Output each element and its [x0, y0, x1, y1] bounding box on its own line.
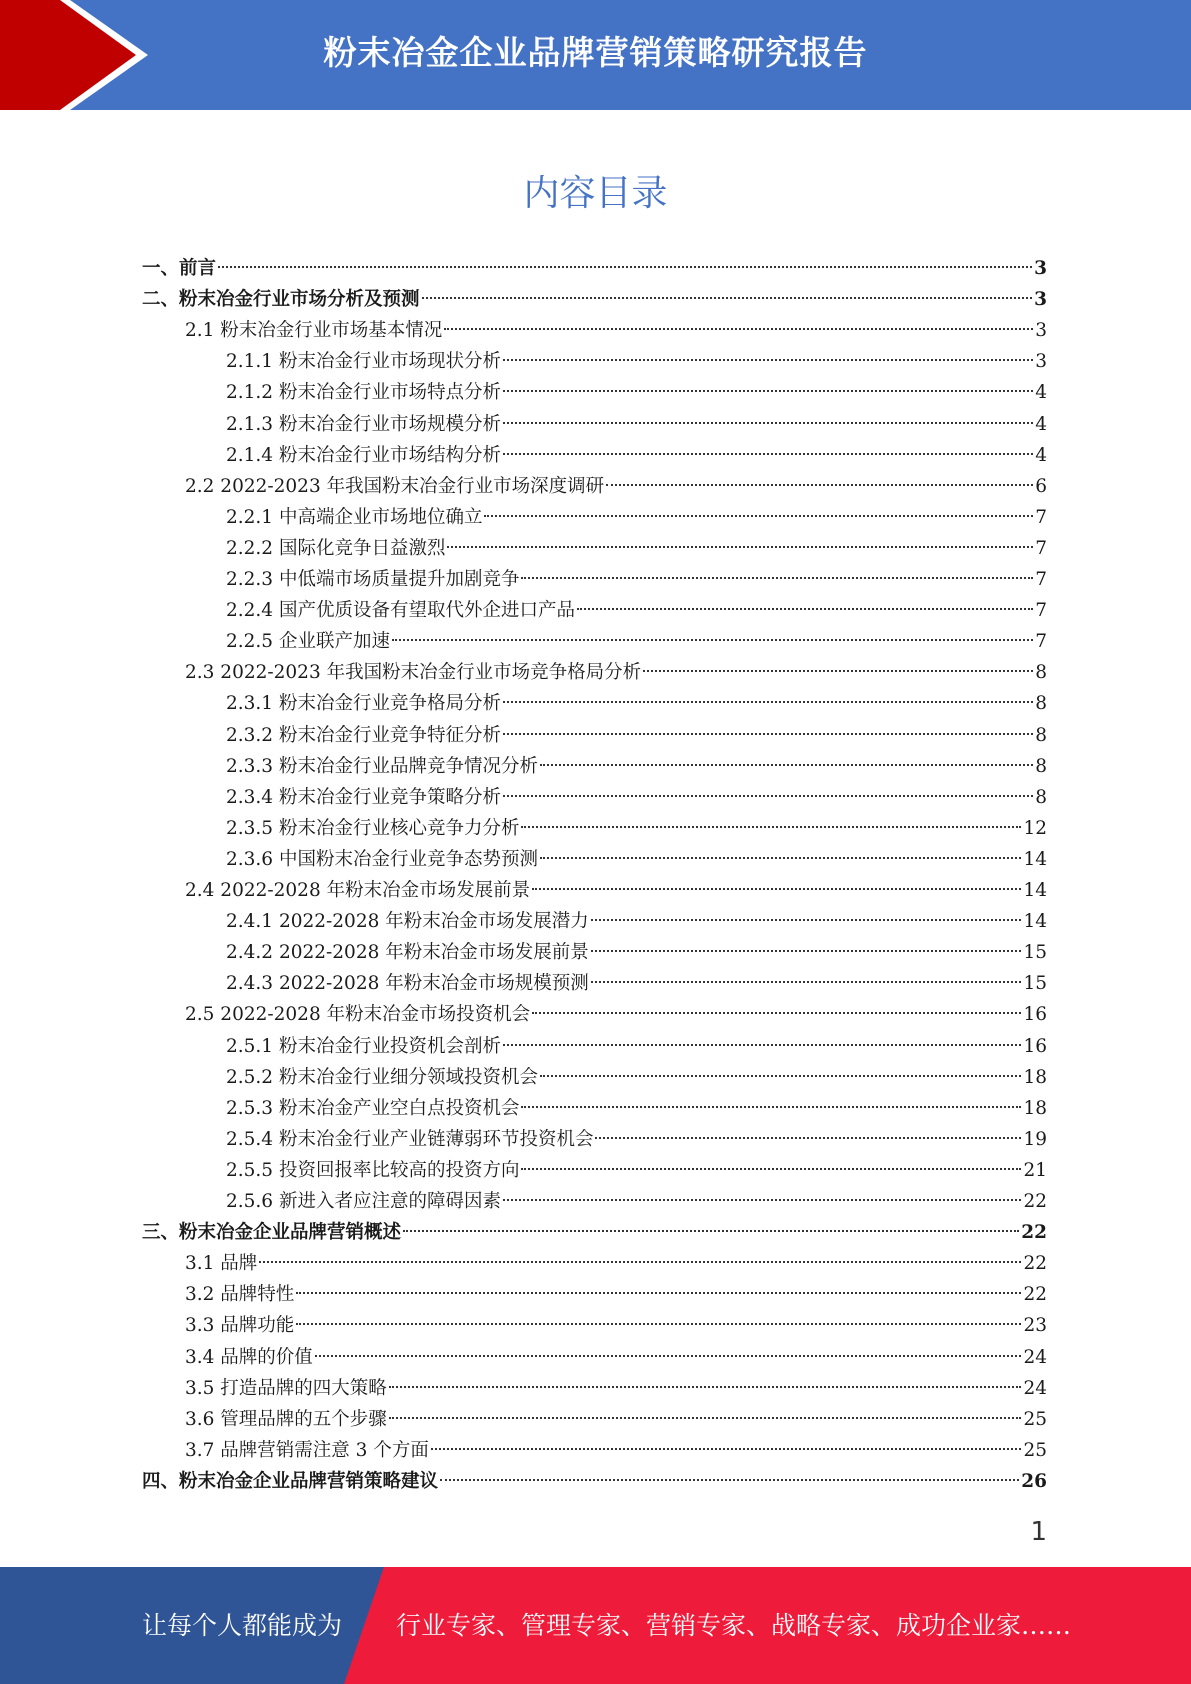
toc-entry-title: 3.7 品牌营销需注意 3 个方面 — [185, 1439, 429, 1461]
toc-entry-page: 8 — [1035, 755, 1047, 777]
toc-dot-leader — [606, 484, 1033, 486]
toc-entry-title: 2.5 2022-2028 年粉末冶金市场投资机会 — [185, 1004, 531, 1026]
toc-entry-page: 23 — [1023, 1315, 1047, 1337]
toc-dot-leader — [259, 1261, 1021, 1263]
toc-entry-page: 22 — [1023, 1284, 1047, 1306]
toc-dot-leader — [392, 639, 1033, 641]
toc-dot-leader — [422, 297, 1033, 299]
toc-entry[interactable] — [226, 814, 1047, 844]
toc-entry-page: 3 — [1035, 351, 1047, 373]
toc-entry-page: 8 — [1035, 662, 1047, 684]
toc-entry-title: 2.2.2 国际化竞争日益激烈 — [226, 537, 446, 559]
toc-entry-page: 16 — [1023, 1004, 1047, 1026]
toc-entry-page: 18 — [1023, 1066, 1047, 1088]
toc-entry-title: 3.3 品牌功能 — [185, 1315, 295, 1337]
toc-entry-title: 2.3.3 粉末冶金行业品牌竞争情况分析 — [226, 755, 538, 777]
toc-entry[interactable] — [226, 378, 1047, 408]
toc-entry-title: 2.1 粉末冶金行业市场基本情况 — [185, 320, 443, 342]
toc-dot-leader — [532, 1012, 1021, 1014]
toc-entry[interactable] — [226, 783, 1047, 813]
toc-entry-page: 12 — [1023, 817, 1047, 839]
toc-entry-title: 2.1.4 粉末冶金行业市场结构分析 — [226, 444, 501, 466]
toc-entry-title: 2.5.6 新进入者应注意的障碍因素 — [226, 1191, 501, 1212]
toc-entry-title: 3.5 打造品牌的四大策略 — [185, 1377, 387, 1399]
toc-entry-title: 四、粉末冶金企业品牌营销策略建议 — [142, 1470, 439, 1492]
toc-entry-title: 2.5.2 粉末冶金行业细分领域投资机会 — [226, 1066, 538, 1088]
toc-dot-leader — [503, 422, 1033, 424]
toc-entry-title: 2.4.2 2022-2028 年粉末冶金市场发展前景 — [226, 942, 589, 964]
toc-entry[interactable] — [142, 285, 1047, 315]
toc-entry[interactable] — [142, 1218, 1047, 1248]
toc-entry[interactable] — [226, 565, 1047, 595]
toc-dot-leader — [521, 1106, 1021, 1108]
toc-entry[interactable] — [185, 1343, 1047, 1373]
toc-dot-leader — [540, 764, 1033, 766]
toc-entry-page: 22 — [1021, 1222, 1047, 1244]
toc-entry-title: 2.3.5 粉末冶金行业核心竞争力分析 — [226, 817, 520, 839]
footer-slogan-right: 行业专家、管理专家、营销专家、战略专家、成功企业家…… — [396, 1611, 1072, 1640]
toc-entry-title: 2.4.1 2022-2028 年粉末冶金市场发展潜力 — [226, 911, 589, 933]
toc-entry-title: 3.4 品牌的价值 — [185, 1346, 313, 1368]
toc-dot-leader — [389, 1386, 1022, 1388]
toc-entry-title: 2.3 2022-2023 年我国粉末冶金行业市场竞争格局分析 — [185, 662, 642, 684]
toc-dot-leader — [595, 1137, 1021, 1139]
toc-entry-page: 24 — [1023, 1377, 1047, 1399]
toc-entry[interactable] — [185, 1405, 1047, 1435]
toc-dot-leader — [503, 390, 1033, 392]
toc-entry[interactable] — [185, 1436, 1047, 1466]
toc-entry[interactable] — [226, 907, 1047, 937]
toc-dot-leader — [591, 981, 1022, 983]
toc-entry-page: 8 — [1035, 786, 1047, 808]
toc-entry-page: 4 — [1035, 413, 1047, 435]
toc-entry[interactable] — [226, 845, 1047, 875]
toc-entry-page: 14 — [1023, 848, 1047, 870]
toc-dot-leader — [540, 857, 1021, 859]
toc-entry[interactable] — [185, 1000, 1047, 1030]
toc-entry-title: 2.3.2 粉末冶金行业竞争特征分析 — [226, 724, 501, 746]
toc-entry-page: 16 — [1023, 1035, 1047, 1057]
toc-entry-title: 3.6 管理品牌的五个步骤 — [185, 1408, 387, 1430]
toc-entry[interactable] — [185, 1311, 1047, 1341]
toc-entry-title: 2.1.1 粉末冶金行业市场现状分析 — [226, 351, 501, 373]
toc-entry-page: 4 — [1035, 444, 1047, 466]
toc-entry[interactable] — [226, 347, 1047, 377]
toc-entry-page: 21 — [1023, 1159, 1047, 1181]
toc-entry-page: 8 — [1035, 693, 1047, 715]
toc-entry-page: 4 — [1035, 382, 1047, 404]
toc-entry-title: 2.1.3 粉末冶金行业市场规模分析 — [226, 413, 501, 435]
toc-entry-title: 2.2 2022-2023 年我国粉末冶金行业市场深度调研 — [185, 475, 605, 497]
toc-entry[interactable] — [226, 627, 1047, 657]
toc-entry-page: 19 — [1023, 1128, 1047, 1150]
toc-entry[interactable] — [226, 752, 1047, 782]
toc-entry-page: 7 — [1035, 537, 1047, 559]
toc-entry[interactable] — [185, 316, 1047, 346]
toc-entry-page: 15 — [1023, 973, 1047, 995]
toc-entry-title: 2.3.6 中国粉末冶金行业竞争态势预测 — [226, 848, 538, 870]
toc-dot-leader — [503, 1199, 1021, 1201]
toc-entry[interactable] — [226, 1156, 1047, 1186]
toc-entry-title: 2.2.3 中低端市场质量提升加剧竞争 — [226, 569, 520, 590]
report-title: 粉末冶金企业品牌营销策略研究报告 — [323, 33, 868, 72]
toc-entry-title: 三、粉末冶金企业品牌营销概述 — [142, 1222, 402, 1244]
toc-dot-leader — [503, 359, 1033, 361]
toc-entry-title: 2.5.5 投资回报率比较高的投资方向 — [226, 1159, 520, 1181]
toc-entry-title: 2.5.4 粉末冶金行业产业链薄弱环节投资机会 — [226, 1128, 594, 1150]
toc-entry[interactable] — [226, 969, 1047, 999]
toc-dot-leader — [591, 950, 1022, 952]
toc-entry[interactable] — [185, 1280, 1047, 1310]
toc-entry[interactable] — [185, 1374, 1047, 1404]
toc-dot-leader — [521, 826, 1021, 828]
toc-dot-leader — [577, 608, 1033, 610]
toc-entry-page: 7 — [1035, 506, 1047, 528]
page-footer — [0, 1567, 1191, 1684]
toc-dot-leader — [440, 1479, 1019, 1481]
toc-dot-leader — [521, 1168, 1021, 1170]
toc-dot-leader — [296, 1323, 1021, 1325]
toc-dot-leader — [503, 701, 1033, 703]
toc-entry-title: 2.2.1 中高端企业市场地位确立 — [226, 506, 483, 528]
toc-entry-title: 3.1 品牌 — [185, 1253, 258, 1275]
toc-entry-title: 2.3.1 粉末冶金行业竞争格局分析 — [226, 693, 501, 715]
toc-entry-title: 3.2 品牌特性 — [185, 1284, 295, 1306]
toc-dot-leader — [444, 328, 1033, 330]
toc-entry-page: 7 — [1035, 631, 1047, 653]
toc-entry[interactable] — [226, 721, 1047, 751]
page-header — [0, 0, 1191, 110]
toc-entry[interactable] — [226, 410, 1047, 440]
toc-entry[interactable] — [226, 1032, 1047, 1062]
toc-entry-page: 25 — [1023, 1439, 1047, 1461]
toc-entry[interactable] — [185, 876, 1047, 906]
toc-dot-leader — [591, 919, 1022, 921]
toc-entry-page: 7 — [1035, 600, 1047, 622]
toc-dot-leader — [503, 453, 1033, 455]
toc-entry-title: 2.4 2022-2028 年粉末冶金市场发展前景 — [185, 880, 531, 901]
toc-dot-leader — [403, 1230, 1019, 1232]
toc-entry[interactable] — [226, 938, 1047, 968]
toc-entry-page: 8 — [1035, 724, 1047, 746]
toc-dot-leader — [218, 266, 1032, 268]
toc-entry-page: 7 — [1035, 569, 1047, 590]
toc-entry[interactable] — [226, 503, 1047, 533]
toc-entry[interactable] — [226, 1187, 1047, 1217]
toc-dot-leader — [532, 888, 1021, 890]
toc-entry[interactable] — [226, 534, 1047, 564]
toc-dot-leader — [431, 1448, 1022, 1450]
toc-entry-title: 一、前言 — [142, 258, 217, 279]
toc-entry-title: 2.2.5 企业联产加速 — [226, 631, 390, 653]
toc-entry[interactable] — [185, 472, 1047, 502]
toc-entry[interactable] — [185, 658, 1047, 688]
toc-entry-title: 2.4.3 2022-2028 年粉末冶金市场规模预测 — [226, 973, 589, 995]
toc-entry-page: 3 — [1035, 320, 1047, 342]
toc-heading: 内容目录 — [523, 173, 668, 214]
toc-dot-leader — [540, 1075, 1021, 1077]
toc-entry-title: 2.5.3 粉末冶金产业空白点投资机会 — [226, 1097, 520, 1119]
toc-entry[interactable] — [226, 1125, 1047, 1155]
toc-dot-leader — [484, 515, 1033, 517]
toc-entry-title: 2.2.4 国产优质设备有望取代外企进口产品 — [226, 600, 575, 622]
toc-entry-page: 18 — [1023, 1097, 1047, 1119]
toc-entry[interactable] — [226, 441, 1047, 471]
toc-entry[interactable] — [185, 1249, 1047, 1279]
toc-dot-leader — [315, 1355, 1022, 1357]
toc-entry[interactable] — [226, 1094, 1047, 1124]
toc-entry-page: 3 — [1034, 258, 1047, 279]
toc-entry-page: 14 — [1023, 880, 1047, 901]
toc-entry[interactable] — [142, 1467, 1047, 1497]
toc-entry-title: 二、粉末冶金行业市场分析及预测 — [142, 289, 420, 311]
toc-entry-page: 14 — [1023, 911, 1047, 933]
toc-dot-leader — [447, 546, 1033, 548]
toc-entry-page: 15 — [1023, 942, 1047, 964]
toc-dot-leader — [389, 1417, 1022, 1419]
toc-dot-leader — [296, 1292, 1021, 1294]
toc-dot-leader — [643, 670, 1033, 672]
toc-dot-leader — [503, 733, 1033, 735]
toc-entry[interactable] — [226, 689, 1047, 719]
toc-entry-title: 2.3.4 粉末冶金行业竞争策略分析 — [226, 786, 501, 808]
toc-entry-page: 22 — [1023, 1191, 1047, 1212]
page-number: 1 — [1030, 1517, 1047, 1547]
toc-entry-page: 24 — [1023, 1346, 1047, 1368]
toc-entry-page: 6 — [1035, 475, 1047, 497]
toc-entry-title: 2.5.1 粉末冶金行业投资机会剖析 — [226, 1035, 501, 1057]
toc-entry[interactable] — [226, 1063, 1047, 1093]
toc-dot-leader — [503, 795, 1033, 797]
toc-entry[interactable] — [142, 254, 1047, 284]
toc-entry-page: 25 — [1023, 1408, 1047, 1430]
toc-entry-page: 26 — [1021, 1470, 1047, 1492]
footer-slogan-left: 让每个人都能成为 — [142, 1611, 343, 1640]
toc-entry-page: 22 — [1023, 1253, 1047, 1275]
toc-entry-title: 2.1.2 粉末冶金行业市场特点分析 — [226, 382, 501, 404]
toc-entry-page: 3 — [1034, 289, 1047, 311]
toc-dot-leader — [521, 577, 1033, 579]
toc-dot-leader — [503, 1044, 1021, 1046]
toc-entry[interactable] — [226, 596, 1047, 626]
